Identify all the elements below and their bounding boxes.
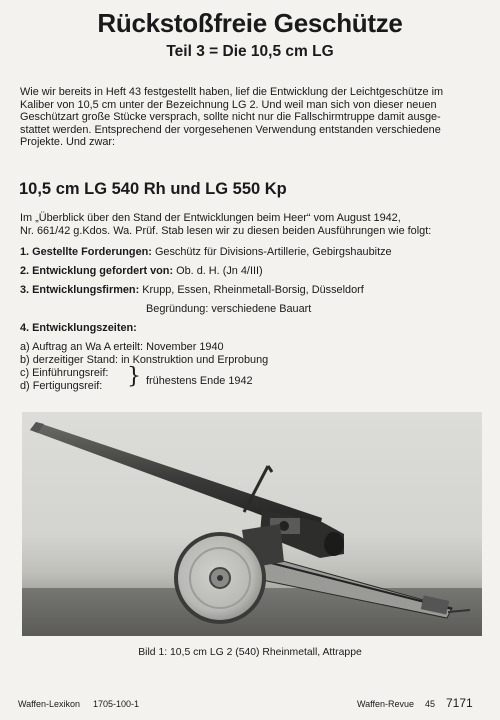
section-heading: 10,5 cm LG 540 Rh und LG 550 Kp <box>19 180 287 198</box>
intro-paragraph <box>20 86 480 149</box>
photo-caption: Bild 1: 10,5 cm LG 2 (540) Rheinmetall, Attrappe <box>138 647 362 658</box>
footer-page-number: 7171 <box>446 696 473 710</box>
section-intro-line: Nr. 661/42 g.Kdos. Wa. Prüf. Stab lesen wir zu diesen beiden Ausführungen wie folgt: <box>20 224 432 237</box>
sub-item-status: b) derzeitiger Stand: in Konstruktion und Erprobung <box>20 354 269 366</box>
section-intro-paragraph <box>20 212 480 237</box>
page-title: Rückstoßfreie Geschütze <box>97 8 403 38</box>
item-label: 3. Entwicklungsfirmen: <box>20 284 140 296</box>
intro-line: Geschützart große Stücke versprach, sollte nicht nur die Fallschirmtruppe damit ausge- <box>20 111 441 124</box>
item-label: 4. Entwicklungszeiten: <box>20 322 137 334</box>
item-label: 1. Gestellte Forderungen: <box>20 246 152 258</box>
gun-photo <box>22 412 482 636</box>
list-item-firms-reason: Begründung: verschiedene Bauart <box>146 303 312 315</box>
brace-text: frühestens Ende 1942 <box>146 375 253 387</box>
intro-line: Kaliber von 10,5 cm unter der Bezeichnung LG 2. Und weil man sich von dieser neuen <box>20 98 437 111</box>
list-item-requested-by <box>20 265 263 278</box>
intro-line: Wie wir bereits in Heft 43 festgestellt haben, lief die Entwicklung der Leichtgeschütze im <box>20 86 444 98</box>
sub-item-production: d) Fertigungsreif: <box>20 380 103 392</box>
intro-line: Projekte. Und zwar: <box>20 136 116 149</box>
page-subtitle: Teil 3 = Die 10,5 cm LG <box>166 43 334 60</box>
sub-item-order: a) Auftrag an Wa A erteilt: November 1940 <box>20 341 224 353</box>
footer-issue: 45 <box>425 699 436 709</box>
item-text: Krupp, Essen, Rheinmetall-Borsig, Düsseldorf <box>139 284 364 296</box>
footer-code: 1705-100-1 <box>93 699 140 709</box>
footer-journal: Waffen-Revue <box>357 699 415 709</box>
footer-publication: Waffen-Lexikon <box>18 699 81 709</box>
intro-line: stattet werden. Entsprechend der vorgesehenen Verwendung entstanden verschiedene <box>20 123 441 136</box>
sub-item-introduction: c) Einführungsreif: <box>20 367 109 379</box>
list-item-timeline <box>20 322 137 335</box>
list-item-firms <box>20 284 364 297</box>
item-text: Ob. d. H. (Jn 4/III) <box>173 265 263 277</box>
list-item-requirements <box>20 246 392 259</box>
item-text: Geschütz für Divisions-Artillerie, Gebirgshaubitze <box>151 246 392 258</box>
section-intro-line: Im „Überblick über den Stand der Entwicklungen beim Heer“ vom August 1942, <box>20 212 401 224</box>
item-label: 2. Entwicklung gefordert von: <box>20 265 174 277</box>
brace-symbol: } <box>127 364 141 389</box>
